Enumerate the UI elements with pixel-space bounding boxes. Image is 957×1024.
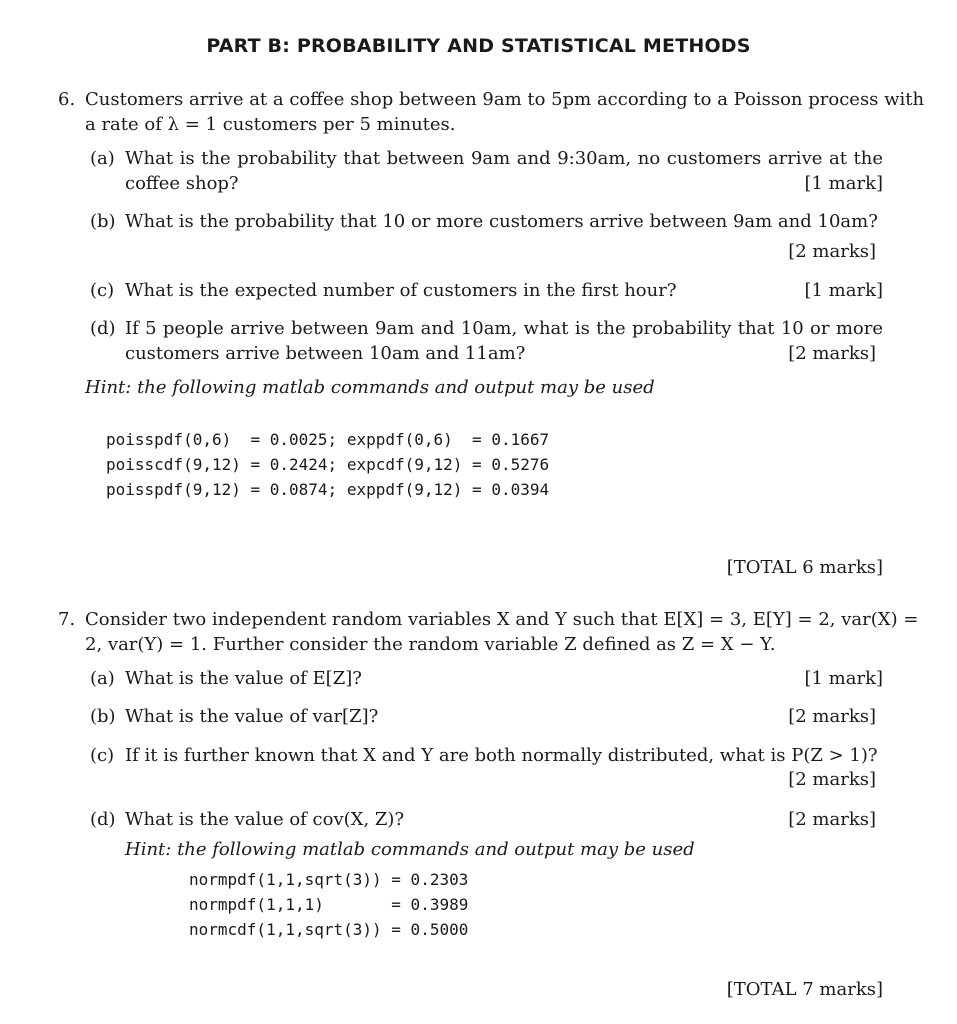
part-label: (c) <box>90 745 115 766</box>
code-line: poisspdf(0,6) = 0.0025; exppdf(0,6) = 0.1667 <box>106 430 550 449</box>
question-stem-line: Consider two independent random variables X and Y such that E[X] = 3, E[Y] = 2, var(X) = <box>85 609 919 630</box>
hint-text: Hint: the following matlab commands and output may be used <box>125 839 695 860</box>
marks-label: [2 marks] <box>788 343 876 364</box>
part-text-line: What is the probability that between 9am and 9:30am, no customers arrive at the <box>125 148 883 169</box>
part-text-line: customers arrive between 10am and 11am? <box>125 343 526 364</box>
part-text-line: coffee shop? <box>125 173 239 194</box>
total-marks: [TOTAL 6 marks] <box>726 557 883 578</box>
part-label: (a) <box>90 148 115 169</box>
part-label: (b) <box>90 706 116 727</box>
question-stem-line: a rate of λ = 1 customers per 5 minutes. <box>85 114 456 135</box>
part-text-line: What is the value of cov(X, Z)? <box>125 809 405 830</box>
code-line: poisscdf(9,12) = 0.2424; expcdf(9,12) = 0.5276 <box>106 455 550 474</box>
marks-label: [1 mark] <box>804 173 883 194</box>
code-line: normpdf(1,1,sqrt(3)) = 0.2303 <box>189 870 469 889</box>
question-number: 7. <box>58 609 76 630</box>
part-label: (c) <box>90 280 115 301</box>
question-number: 6. <box>58 89 76 110</box>
part-label: (b) <box>90 211 116 232</box>
question-stem-line: 2, var(Y) = 1. Further consider the random variable Z defined as Z = X − Y. <box>85 634 776 655</box>
part-text-line: What is the probability that 10 or more customers arrive between 9am and 10am? <box>125 211 878 232</box>
part-label: (a) <box>90 668 115 689</box>
part-text-line: If 5 people arrive between 9am and 10am, what is the probability that 10 or more <box>125 318 883 339</box>
part-text-line: What is the expected number of customers in the first hour? <box>125 280 677 301</box>
part-label: (d) <box>90 809 116 830</box>
marks-label: [1 mark] <box>804 668 883 689</box>
code-line: normpdf(1,1,1) = 0.3989 <box>189 895 469 914</box>
hint-text: Hint: the following matlab commands and output may be used <box>85 377 655 398</box>
marks-label: [1 mark] <box>804 280 883 301</box>
code-line: poisspdf(9,12) = 0.0874; exppdf(9,12) = 0.0394 <box>106 480 550 499</box>
marks-label: [2 marks] <box>788 809 876 830</box>
part-text-line: What is the value of var[Z]? <box>125 706 379 727</box>
total-marks: [TOTAL 7 marks] <box>726 979 883 1000</box>
part-label: (d) <box>90 318 116 339</box>
page-title: PART B: PROBABILITY AND STATISTICAL METHODS <box>206 35 751 57</box>
marks-label: [2 marks] <box>788 769 876 790</box>
marks-label: [2 marks] <box>788 706 876 727</box>
part-text-line: If it is further known that X and Y are both normally distributed, what is P(Z > 1)? <box>125 745 878 766</box>
question-stem-line: Customers arrive at a coffee shop between 9am to 5pm according to a Poisson process with <box>85 89 925 110</box>
code-line: normcdf(1,1,sqrt(3)) = 0.5000 <box>189 920 469 939</box>
part-text-line: What is the value of E[Z]? <box>125 668 362 689</box>
marks-label: [2 marks] <box>788 241 876 262</box>
